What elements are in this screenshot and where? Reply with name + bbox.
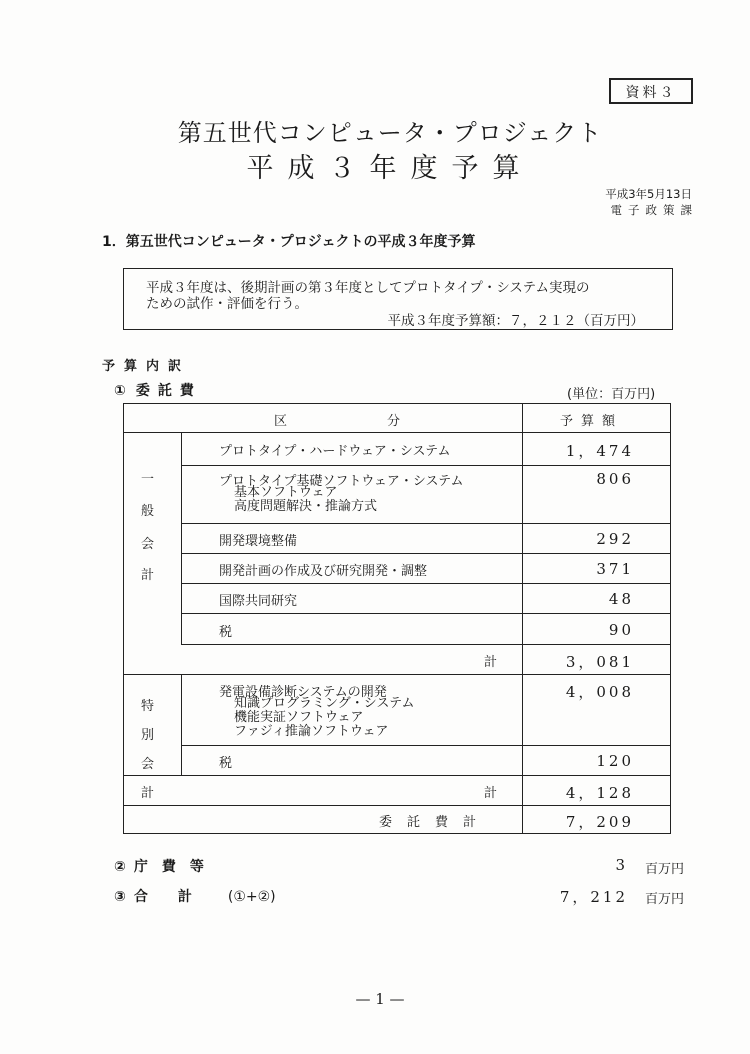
- table-row-amount: 1，474: [565, 442, 634, 460]
- item1-number: ①: [114, 383, 126, 399]
- table-row-amount: 90: [608, 621, 634, 639]
- table-row-sub: 基本ソフトウェア: [234, 485, 338, 500]
- item3-label: 合計: [133, 889, 222, 905]
- table-row-amount: 806: [596, 470, 634, 488]
- table-row-name: 税: [219, 756, 233, 771]
- item2-number: ②: [114, 859, 126, 875]
- general-account-label: 計: [141, 568, 155, 583]
- issue-date: 平成3年5月13日: [605, 187, 692, 201]
- special-account-label: 別: [141, 728, 155, 743]
- item2-label: 庁費等: [133, 859, 218, 875]
- special-total-label: 計: [484, 786, 498, 801]
- table-row-name: 発電設備診断システムの開発: [219, 685, 387, 700]
- general-account-label: 会: [141, 537, 155, 552]
- department: 電子政策課: [610, 203, 698, 217]
- item2-heading: [114, 856, 218, 876]
- special-account-label: 計: [141, 786, 155, 801]
- item2-amount: 3: [615, 856, 628, 874]
- table-row-sub: 高度問題解決・推論方式: [234, 499, 378, 514]
- breakdown-heading: 予算内訳: [102, 359, 191, 374]
- general-total-amount: 3，081: [565, 653, 634, 671]
- table-row-name: 国際共同研究: [219, 594, 298, 609]
- issue-info: [605, 186, 698, 218]
- table-row-name: プロトタイプ・ハードウェア・システム: [219, 444, 451, 459]
- item3-formula: (①+②): [227, 889, 276, 905]
- item3-amount: 7，212: [559, 888, 628, 906]
- item1-heading: [114, 380, 202, 400]
- table-row-sub: 機能実証ソフトウェア: [234, 710, 364, 725]
- table-row-sub: 知識プログラミング・システム: [234, 696, 415, 711]
- special-account-label: 会: [141, 757, 155, 772]
- section-heading: 1．第五世代コンピュータ・プロジェクトの平成３年度予算: [102, 234, 476, 250]
- page-subtitle: 平成３年度予算: [246, 153, 534, 184]
- summary-line: 平成３年度は、後期計画の第３年度としてプロトタイプ・システム実現の: [146, 280, 590, 296]
- page-title: 第五世代コンピュータ・プロジェクト: [177, 119, 603, 147]
- general-total-label: 計: [484, 655, 498, 670]
- item2-unit: 百万円: [645, 862, 685, 877]
- table-row-amount: 48: [608, 590, 634, 608]
- item1-label: 委託費: [135, 383, 202, 399]
- unit-label: (単位：百万円): [567, 387, 656, 402]
- grand-total-amount: 7，209: [565, 813, 634, 831]
- general-account-label: 般: [141, 504, 155, 519]
- general-account-label: 一: [141, 472, 155, 487]
- table-row-name: 開発計画の作成及び研究開発・調整: [219, 564, 428, 579]
- page-number: — 1 —: [355, 990, 405, 1008]
- item3-heading: [114, 886, 276, 906]
- table-row-amount: 292: [596, 530, 634, 548]
- header-amount: 予算額: [560, 414, 624, 429]
- header-category: 区 分: [274, 414, 401, 429]
- table-row-name: 税: [219, 625, 233, 640]
- grand-total-label: 委託費計: [379, 815, 492, 830]
- table-row-amount: 371: [596, 560, 634, 578]
- table-row-name: プロトタイプ基礎ソフトウェア・システム: [219, 474, 464, 489]
- special-total-amount: 4，128: [565, 784, 634, 802]
- summary-line: ための試作・評価を行う。: [146, 296, 308, 312]
- table-row-name: 開発環境整備: [219, 534, 298, 549]
- summary-box: [123, 268, 673, 330]
- table-row-sub: ファジィ推論ソフトウェア: [234, 724, 389, 739]
- budget-table: [123, 403, 671, 834]
- table-row-amount: 120: [596, 752, 634, 770]
- item3-number: ③: [114, 889, 126, 905]
- table-row-amount: 4，008: [565, 683, 634, 701]
- document-label-badge: 資料３: [609, 78, 693, 104]
- item3-unit: 百万円: [645, 892, 685, 907]
- summary-budget: 平成３年度予算額：７，２１２（百万円）: [387, 313, 644, 329]
- special-account-label: 特: [141, 699, 155, 714]
